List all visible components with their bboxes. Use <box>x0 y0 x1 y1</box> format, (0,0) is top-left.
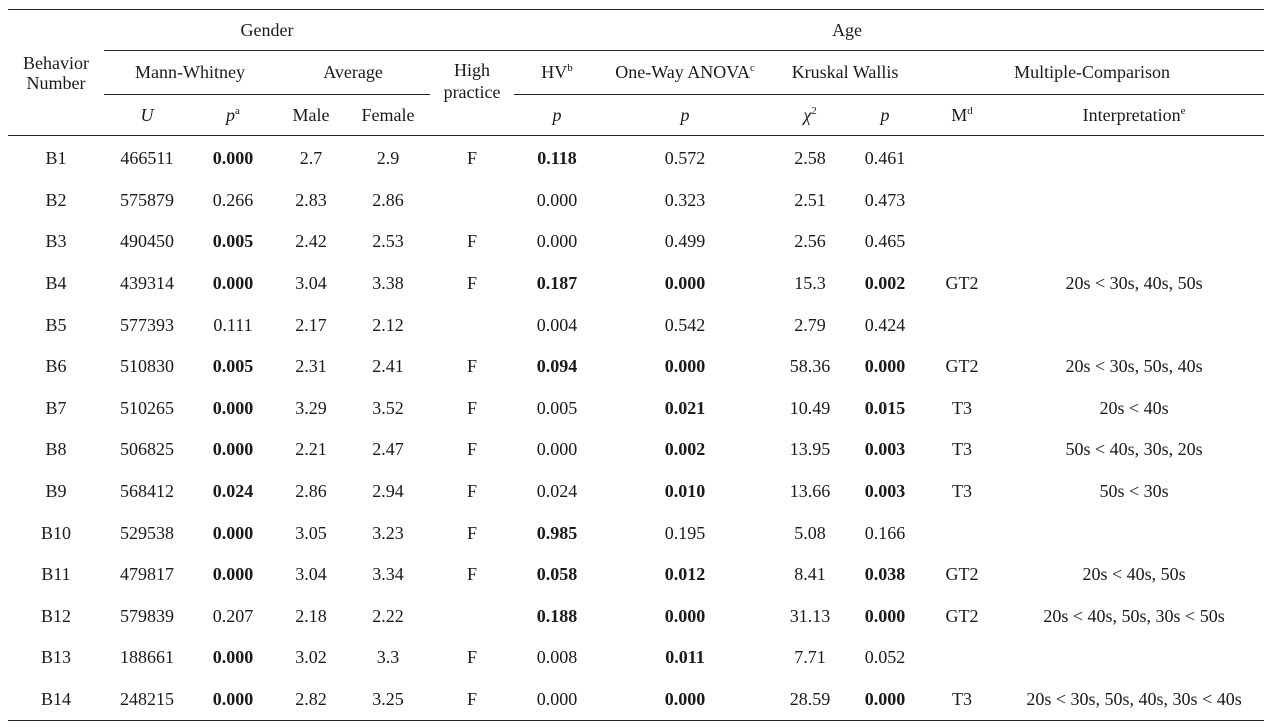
mw-p-cell: 0.000 <box>212 397 254 418</box>
interpretation-cell: 50s < 40s, 30s, 20s <box>1065 439 1203 460</box>
table-row <box>8 429 1264 471</box>
mann-whitney-header: Mann-Whitney <box>104 51 276 95</box>
behavior-cell: B3 <box>45 231 67 252</box>
male-cell: 2.83 <box>295 189 327 210</box>
behavior-cell: B11 <box>41 564 71 585</box>
interpretation-cell: 20s < 30s, 50s, 40s <box>1065 356 1203 377</box>
behavior-cell: B5 <box>45 314 67 335</box>
high-practice-cell: F <box>467 522 478 543</box>
chi2-cell: 15.3 <box>794 273 826 294</box>
mw-p-cell: 0.000 <box>212 564 254 585</box>
high-practice-cell <box>430 180 514 222</box>
table-body <box>8 136 1264 721</box>
anova-cell: 0.002 <box>664 439 706 460</box>
high-practice-cell: F <box>467 148 478 169</box>
hv-cell: 0.094 <box>536 356 578 377</box>
interpretation-cell: 20s < 40s, 50s <box>1082 564 1186 585</box>
chi2-cell: 2.56 <box>794 231 826 252</box>
interpretation-cell <box>1004 180 1264 222</box>
hv-p-header: p <box>514 95 600 136</box>
behavior-cell: B1 <box>45 148 67 169</box>
interpretation-cell <box>1004 304 1264 346</box>
gender-header: Gender <box>104 10 430 51</box>
kw-p-cell: 0.002 <box>864 273 906 294</box>
mw-p-cell: 0.111 <box>213 314 253 335</box>
multiple-comparison-header: Multiple-Comparison <box>920 51 1264 95</box>
hv-cell: 0.188 <box>536 605 578 626</box>
chi-sup: 2 <box>811 104 817 117</box>
female-cell: 3.23 <box>372 522 404 543</box>
male-cell: 2.18 <box>295 605 327 626</box>
m-cell: GT2 <box>945 564 979 585</box>
m-cell: T3 <box>952 689 973 710</box>
mw-p-cell: 0.000 <box>212 439 254 460</box>
mw-p-cell: 0.000 <box>212 647 254 668</box>
anova-cell: 0.011 <box>665 647 705 668</box>
male-cell: 3.29 <box>295 397 327 418</box>
interpretation-cell: 20s < 30s, 50s, 40s, 30s < 40s <box>1026 689 1242 710</box>
chi2-cell: 8.41 <box>794 564 826 585</box>
m-cell: GT2 <box>945 356 979 377</box>
high-practice-cell: F <box>467 356 478 377</box>
chi-header <box>770 95 850 136</box>
anova-sup: c <box>749 62 755 74</box>
chi2-cell: 7.71 <box>794 647 826 668</box>
kw-p-cell: 0.038 <box>864 564 906 585</box>
m-label: M <box>951 104 968 125</box>
u-cell: 575879 <box>120 189 174 210</box>
hv-label: HV <box>541 62 568 82</box>
high-practice-cell: F <box>467 231 478 252</box>
female-cell: 2.47 <box>372 439 404 460</box>
anova-label: One-Way ANOVA <box>615 62 750 82</box>
u-cell: 490450 <box>120 231 174 252</box>
behavior-header-line2: Number <box>26 72 86 93</box>
anova-cell: 0.542 <box>664 314 706 335</box>
kw-p-cell: 0.166 <box>864 522 906 543</box>
anova-cell: 0.000 <box>664 356 706 377</box>
u-cell: 506825 <box>120 439 174 460</box>
u-cell: 510830 <box>120 356 174 377</box>
hv-sup: b <box>567 62 573 74</box>
hv-cell: 0.000 <box>536 439 578 460</box>
chi2-cell: 58.36 <box>789 356 831 377</box>
hv-cell: 0.000 <box>536 189 578 210</box>
mw-p-cell: 0.266 <box>212 189 254 210</box>
average-header: Average <box>276 51 430 95</box>
female-cell: 3.3 <box>376 647 400 668</box>
mw-p-cell: 0.000 <box>212 273 254 294</box>
mw-p-cell: 0.000 <box>212 689 254 710</box>
mw-p-sup: a <box>235 104 240 117</box>
table-row <box>8 471 1264 513</box>
female-cell: 2.12 <box>372 314 404 335</box>
chi2-cell: 2.58 <box>794 148 826 169</box>
table-row <box>8 346 1264 388</box>
interpretation-cell: 20s < 40s, 50s, 30s < 50s <box>1043 605 1225 626</box>
m-sup: d <box>967 104 973 117</box>
interpretation-cell: 50s < 30s <box>1099 481 1169 502</box>
female-cell: 2.94 <box>372 481 404 502</box>
hv-cell: 0.058 <box>536 564 578 585</box>
high-practice-line2: practice <box>443 82 501 102</box>
kw-p-cell: 0.473 <box>864 189 906 210</box>
mw-p-cell: 0.005 <box>212 231 254 252</box>
chi2-cell: 2.79 <box>794 314 826 335</box>
u-cell: 577393 <box>120 314 174 335</box>
u-cell: 479817 <box>120 564 174 585</box>
kw-p-header: p <box>850 95 920 136</box>
chi2-cell: 10.49 <box>789 397 831 418</box>
male-header: Male <box>276 95 346 136</box>
interpretation-cell <box>1004 221 1264 263</box>
hv-cell: 0.004 <box>536 314 578 335</box>
u-cell: 439314 <box>120 273 174 294</box>
kw-p-cell: 0.003 <box>864 439 906 460</box>
male-cell: 2.42 <box>295 231 327 252</box>
chi2-cell: 2.51 <box>794 189 826 210</box>
hv-cell: 0.985 <box>536 522 578 543</box>
m-cell: T3 <box>952 481 973 502</box>
behavior-cell: B6 <box>45 356 67 377</box>
interpretation-cell <box>1004 136 1264 180</box>
anova-cell: 0.010 <box>664 481 706 502</box>
kw-p-cell: 0.000 <box>864 689 906 710</box>
chi2-cell: 13.66 <box>789 481 831 502</box>
male-cell: 2.86 <box>295 481 327 502</box>
m-cell <box>920 512 1004 554</box>
female-cell: 3.38 <box>372 273 404 294</box>
m-cell: T3 <box>952 439 973 460</box>
female-header: Female <box>346 95 430 136</box>
kw-p-cell: 0.000 <box>864 356 906 377</box>
high-practice-cell: F <box>467 273 478 294</box>
kw-p-cell: 0.003 <box>864 481 906 502</box>
hv-cell: 0.024 <box>536 481 578 502</box>
high-practice-cell: F <box>467 689 478 710</box>
anova-cell: 0.195 <box>664 522 706 543</box>
kw-p-cell: 0.000 <box>864 605 906 626</box>
kw-p-cell: 0.465 <box>864 231 906 252</box>
m-cell <box>920 180 1004 222</box>
interpretation-header <box>1004 95 1264 136</box>
u-cell: 579839 <box>120 605 174 626</box>
table-row <box>8 304 1264 346</box>
female-cell: 2.53 <box>372 231 404 252</box>
u-cell: 529538 <box>120 522 174 543</box>
behavior-header-line1: Behavior <box>23 52 89 73</box>
chi-label: χ <box>803 104 812 125</box>
male-cell: 3.02 <box>295 647 327 668</box>
behavior-cell: B9 <box>45 481 67 502</box>
male-cell: 2.31 <box>295 356 327 377</box>
table-row <box>8 512 1264 554</box>
table-row <box>8 388 1264 430</box>
anova-cell: 0.000 <box>664 689 706 710</box>
table-row <box>8 596 1264 638</box>
u-cell: 510265 <box>120 397 174 418</box>
hv-cell: 0.000 <box>536 689 578 710</box>
male-cell: 2.17 <box>295 314 327 335</box>
interpretation-cell: 20s < 40s <box>1099 397 1169 418</box>
male-cell: 3.04 <box>295 564 327 585</box>
m-cell <box>920 637 1004 679</box>
anova-cell: 0.000 <box>664 273 706 294</box>
mw-p-cell: 0.005 <box>212 356 254 377</box>
interpretation-label: Interpretation <box>1082 104 1181 125</box>
u-cell: 466511 <box>120 148 174 169</box>
table-row <box>8 679 1264 721</box>
hv-cell: 0.118 <box>537 148 577 169</box>
table-row <box>8 180 1264 222</box>
m-cell <box>920 136 1004 180</box>
high-practice-header <box>430 51 514 136</box>
high-practice-cell: F <box>467 439 478 460</box>
u-cell: 248215 <box>120 689 174 710</box>
high-practice-cell: F <box>467 564 478 585</box>
interpretation-sup: e <box>1180 104 1186 117</box>
hv-cell: 0.187 <box>536 273 578 294</box>
kw-p-cell: 0.461 <box>864 148 906 169</box>
male-cell: 2.82 <box>295 689 327 710</box>
kw-p-cell: 0.424 <box>864 314 906 335</box>
behavior-number-header <box>8 10 104 136</box>
m-header <box>920 95 1004 136</box>
m-cell: GT2 <box>945 605 979 626</box>
mw-p-cell: 0.024 <box>212 481 254 502</box>
mw-p-label: p <box>226 104 236 125</box>
anova-p-header: p <box>600 95 770 136</box>
mw-p-cell: 0.000 <box>212 522 254 543</box>
table-row <box>8 136 1264 180</box>
u-cell: 188661 <box>120 647 174 668</box>
behavior-cell: B10 <box>40 522 71 543</box>
female-cell: 3.25 <box>372 689 404 710</box>
mw-p-cell: 0.207 <box>212 605 254 626</box>
chi2-cell: 28.59 <box>789 689 831 710</box>
female-cell: 3.34 <box>372 564 404 585</box>
mw-p-header <box>190 95 276 136</box>
table-row <box>8 554 1264 596</box>
behavior-cell: B8 <box>45 439 67 460</box>
behavior-cell: B4 <box>45 273 67 294</box>
chi2-cell: 5.08 <box>794 522 826 543</box>
kw-p-cell: 0.015 <box>864 397 906 418</box>
behavior-cell: B2 <box>45 189 67 210</box>
m-cell: T3 <box>952 397 973 418</box>
high-practice-cell: F <box>467 481 478 502</box>
kruskal-wallis-header: Kruskal Wallis <box>770 51 920 95</box>
hv-cell: 0.008 <box>536 647 578 668</box>
u-cell: 568412 <box>120 481 174 502</box>
table-row <box>8 221 1264 263</box>
m-cell: GT2 <box>945 273 979 294</box>
table-row <box>8 263 1264 305</box>
interpretation-cell <box>1004 512 1264 554</box>
u-header: U <box>104 95 190 136</box>
table-row <box>8 637 1264 679</box>
hv-header <box>514 51 600 95</box>
kw-p-cell: 0.052 <box>864 647 906 668</box>
female-cell: 2.9 <box>376 148 400 169</box>
anova-cell: 0.012 <box>664 564 706 585</box>
behavior-cell: B14 <box>40 689 71 710</box>
male-cell: 3.04 <box>295 273 327 294</box>
chi2-cell: 31.13 <box>789 605 831 626</box>
male-cell: 2.21 <box>295 439 327 460</box>
anova-cell: 0.323 <box>664 189 706 210</box>
chi2-cell: 13.95 <box>789 439 831 460</box>
female-cell: 2.86 <box>372 189 404 210</box>
high-practice-cell: F <box>467 647 478 668</box>
anova-cell: 0.021 <box>664 397 706 418</box>
mw-p-cell: 0.000 <box>212 148 254 169</box>
statistics-table <box>8 9 1264 721</box>
behavior-cell: B12 <box>40 605 71 626</box>
table-header <box>8 10 1264 136</box>
female-cell: 3.52 <box>372 397 404 418</box>
m-cell <box>920 221 1004 263</box>
m-cell <box>920 304 1004 346</box>
anova-cell: 0.000 <box>664 605 706 626</box>
female-cell: 2.41 <box>372 356 404 377</box>
high-practice-cell <box>430 596 514 638</box>
anova-cell: 0.572 <box>664 148 706 169</box>
high-practice-line1: High <box>454 60 491 80</box>
hv-cell: 0.005 <box>536 397 578 418</box>
interpretation-cell <box>1004 637 1264 679</box>
female-cell: 2.22 <box>372 605 404 626</box>
anova-cell: 0.499 <box>664 231 706 252</box>
high-practice-cell <box>430 304 514 346</box>
hv-cell: 0.000 <box>536 231 578 252</box>
male-cell: 2.7 <box>299 148 323 169</box>
anova-header <box>600 51 770 95</box>
behavior-cell: B13 <box>40 647 71 668</box>
male-cell: 3.05 <box>295 522 327 543</box>
interpretation-cell: 20s < 30s, 40s, 50s <box>1065 273 1203 294</box>
high-practice-cell: F <box>467 397 478 418</box>
age-header: Age <box>430 10 1264 51</box>
behavior-cell: B7 <box>45 397 67 418</box>
